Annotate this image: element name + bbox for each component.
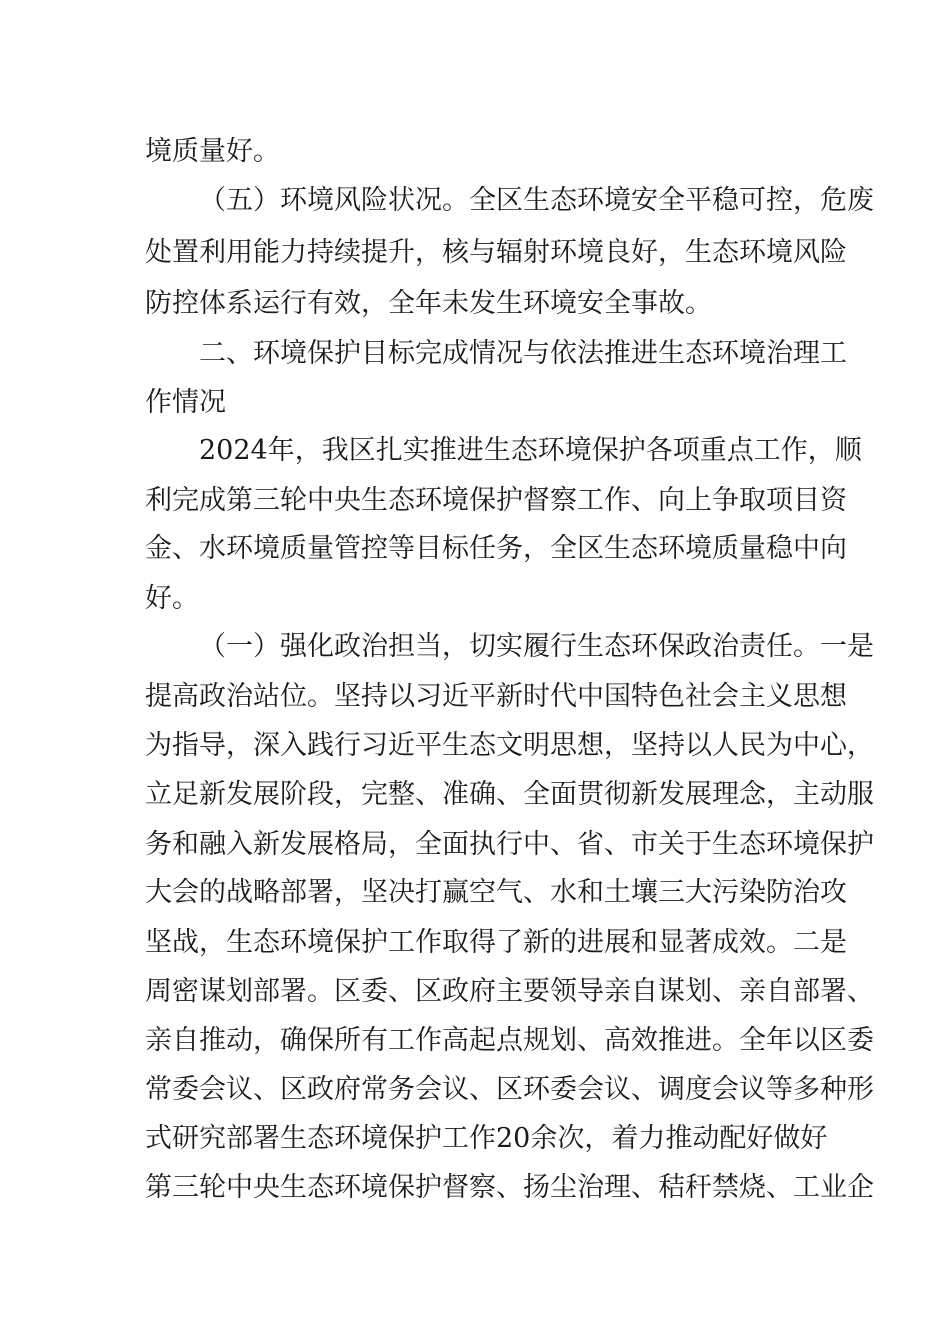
paragraph-line: （一）强化政治担当，切实履行生态环保政治责任。一是	[199, 631, 874, 662]
paragraph-line: 常委会议、区政府常务会议、区环委会议、调度会议等多种形	[145, 1074, 874, 1105]
paragraph-line: 式研究部署生态环境保护工作20余次，着力推动配好做好	[145, 1123, 828, 1154]
section-heading-line: 作情况	[145, 387, 226, 418]
section-heading-line: （五）环境风险状况。全区生态环境安全平稳可控，危废	[199, 185, 874, 216]
paragraph-line: 务和融入新发展格局，全面执行中、省、市关于生态环境保护	[145, 829, 874, 860]
paragraph-line: 为指导，深入践行习近平生态文明思想，坚持以人民为中心，	[145, 730, 874, 761]
paragraph-line: 立足新发展阶段，完整、准确、全面贯彻新发展理念，主动服	[145, 779, 874, 810]
paragraph-line: 境质量好。	[145, 136, 280, 167]
paragraph-line: 提高政治站位。坚持以习近平新时代中国特色社会主义思想	[145, 681, 847, 712]
paragraph-line: 大会的战略部署，坚决打赢空气、水和土壤三大污染防治攻	[145, 877, 847, 908]
paragraph-line: 第三轮中央生态环境保护督察、扬尘治理、秸秆禁烧、工业企	[145, 1172, 874, 1203]
paragraph-line: 2024年，我区扎实推进生态环境保护各项重点工作，顺	[199, 435, 862, 466]
section-heading-line: 二、环境保护目标完成情况与依法推进生态环境治理工	[199, 338, 847, 369]
paragraph-line: 好。	[145, 583, 199, 614]
paragraph-line: 处置利用能力持续提升，核与辐射环境良好，生态环境风险	[145, 237, 847, 268]
paragraph-line: 金、水环境质量管控等目标任务，全区生态环境质量稳中向	[145, 533, 847, 564]
paragraph-line: 防控体系运行有效，全年未发生环境安全事故。	[145, 288, 712, 319]
paragraph-line: 利完成第三轮中央生态环境保护督察工作、向上争取项目资	[145, 485, 847, 516]
paragraph-line: 坚战，生态环境保护工作取得了新的进展和显著成效。二是	[145, 927, 847, 958]
paragraph-line: 周密谋划部署。区委、区政府主要领导亲自谋划、亲自部署、	[145, 976, 874, 1007]
paragraph-line: 亲自推动，确保所有工作高起点规划、高效推进。全年以区委	[145, 1025, 874, 1056]
